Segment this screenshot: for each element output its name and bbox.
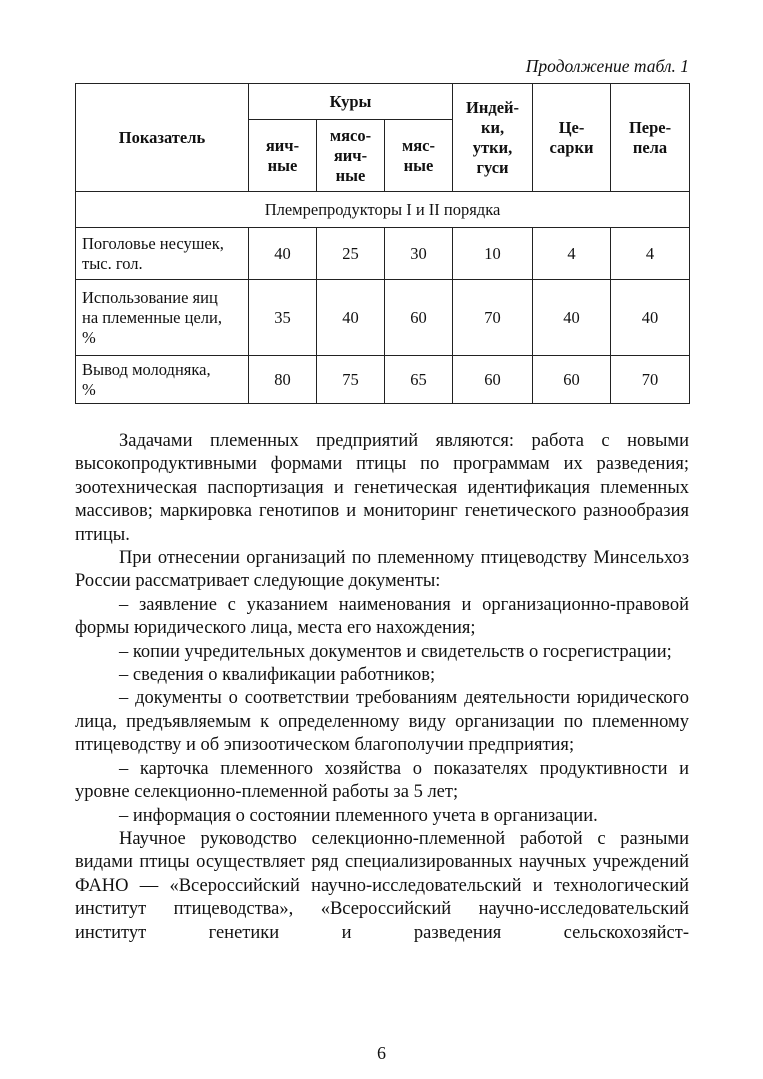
row-label: Использование яиц на племенные цели, % bbox=[76, 280, 249, 356]
table-row bbox=[76, 356, 690, 404]
table-cell: 65 bbox=[385, 356, 453, 404]
row-label: Поголовье несушек, тыс. гол. bbox=[76, 228, 249, 280]
paragraph: Научное руководство селекционно-племенной работой с разными видами птицы осуществляет ряд специализированных научных учреждений ФАНО — «Всероссийский научно-исследовательский и технологический институт птицеводства», «Всероссийский научно-исследовательский институт генетики и разведения сельскохозяйст- bbox=[75, 828, 689, 943]
row-label: Вывод молодняка, % bbox=[76, 356, 249, 404]
table-cell: 4 bbox=[533, 228, 611, 280]
table-caption: Продолжение табл. 1 bbox=[525, 56, 689, 76]
paragraph: При отнесении организаций по племенному птицеводству Минсельхоз России рассматривает следующие документы: bbox=[75, 548, 689, 592]
body-text bbox=[75, 430, 689, 945]
table-cell: 60 bbox=[385, 280, 453, 356]
table-cell: 25 bbox=[317, 228, 385, 280]
table-cell: 35 bbox=[249, 280, 317, 356]
section-title: Племрепродукторы I и II порядка bbox=[76, 192, 690, 228]
table-row bbox=[76, 228, 690, 280]
list-item: – копии учредительных документов и свидетельств о госрегистрации; bbox=[119, 641, 672, 662]
header-turkeys-ducks-geese: Индей- ки, утки, гуси bbox=[453, 84, 533, 192]
table-cell: 4 bbox=[611, 228, 690, 280]
page-number: 6 bbox=[377, 1043, 386, 1063]
header-quail: Пере- пела bbox=[611, 84, 690, 192]
table-cell: 30 bbox=[385, 228, 453, 280]
list-item: – информация о состоянии племенного учета в организации. bbox=[119, 805, 598, 826]
table-cell: 75 bbox=[317, 356, 385, 404]
header-group-chickens: Куры bbox=[249, 84, 453, 120]
table-cell: 40 bbox=[249, 228, 317, 280]
table-cell: 40 bbox=[317, 280, 385, 356]
paragraph: Задачами племенных предприятий являются: работа с новыми высокопродуктивными формами птицы по программам их разведения; зоотехническая паспортизация и генетическая идентификация племенных массивов; маркировка генотипов и мониторинг генетического разнообразия птицы. bbox=[75, 431, 689, 545]
table-cell: 70 bbox=[611, 356, 690, 404]
table-cell: 60 bbox=[533, 356, 611, 404]
list-item: – заявление с указанием наименования и организационно-правовой формы юридического лица, места его нахождения; bbox=[75, 594, 689, 639]
table-cell: 40 bbox=[611, 280, 690, 356]
header-indicator: Показатель bbox=[76, 84, 249, 192]
header-meat: мяс- ные bbox=[385, 120, 453, 192]
header-meat-egg: мясо- яич- ные bbox=[317, 120, 385, 192]
data-table bbox=[75, 83, 690, 404]
section-row bbox=[76, 192, 690, 228]
header-row-1 bbox=[76, 84, 690, 120]
header-egg: яич- ные bbox=[249, 120, 317, 192]
table-cell: 40 bbox=[533, 280, 611, 356]
list-item: – сведения о квалификации работников; bbox=[119, 665, 436, 686]
header-guinea-fowl: Це- сарки bbox=[533, 84, 611, 192]
table-cell: 10 bbox=[453, 228, 533, 280]
table-cell: 80 bbox=[249, 356, 317, 404]
list-item: – документы о соответствии требованиям деятельности юридического лица, предъявляемым к определенному виду организации по племенному птицеводству и об эпизоотическом благополучии предприятия; bbox=[75, 688, 689, 756]
list-item: – карточка племенного хозяйства о показателях продуктивности и уровне селекционно-племенной работы за 5 лет; bbox=[75, 758, 689, 803]
table-cell: 70 bbox=[453, 280, 533, 356]
table-cell: 60 bbox=[453, 356, 533, 404]
table-row bbox=[76, 280, 690, 356]
